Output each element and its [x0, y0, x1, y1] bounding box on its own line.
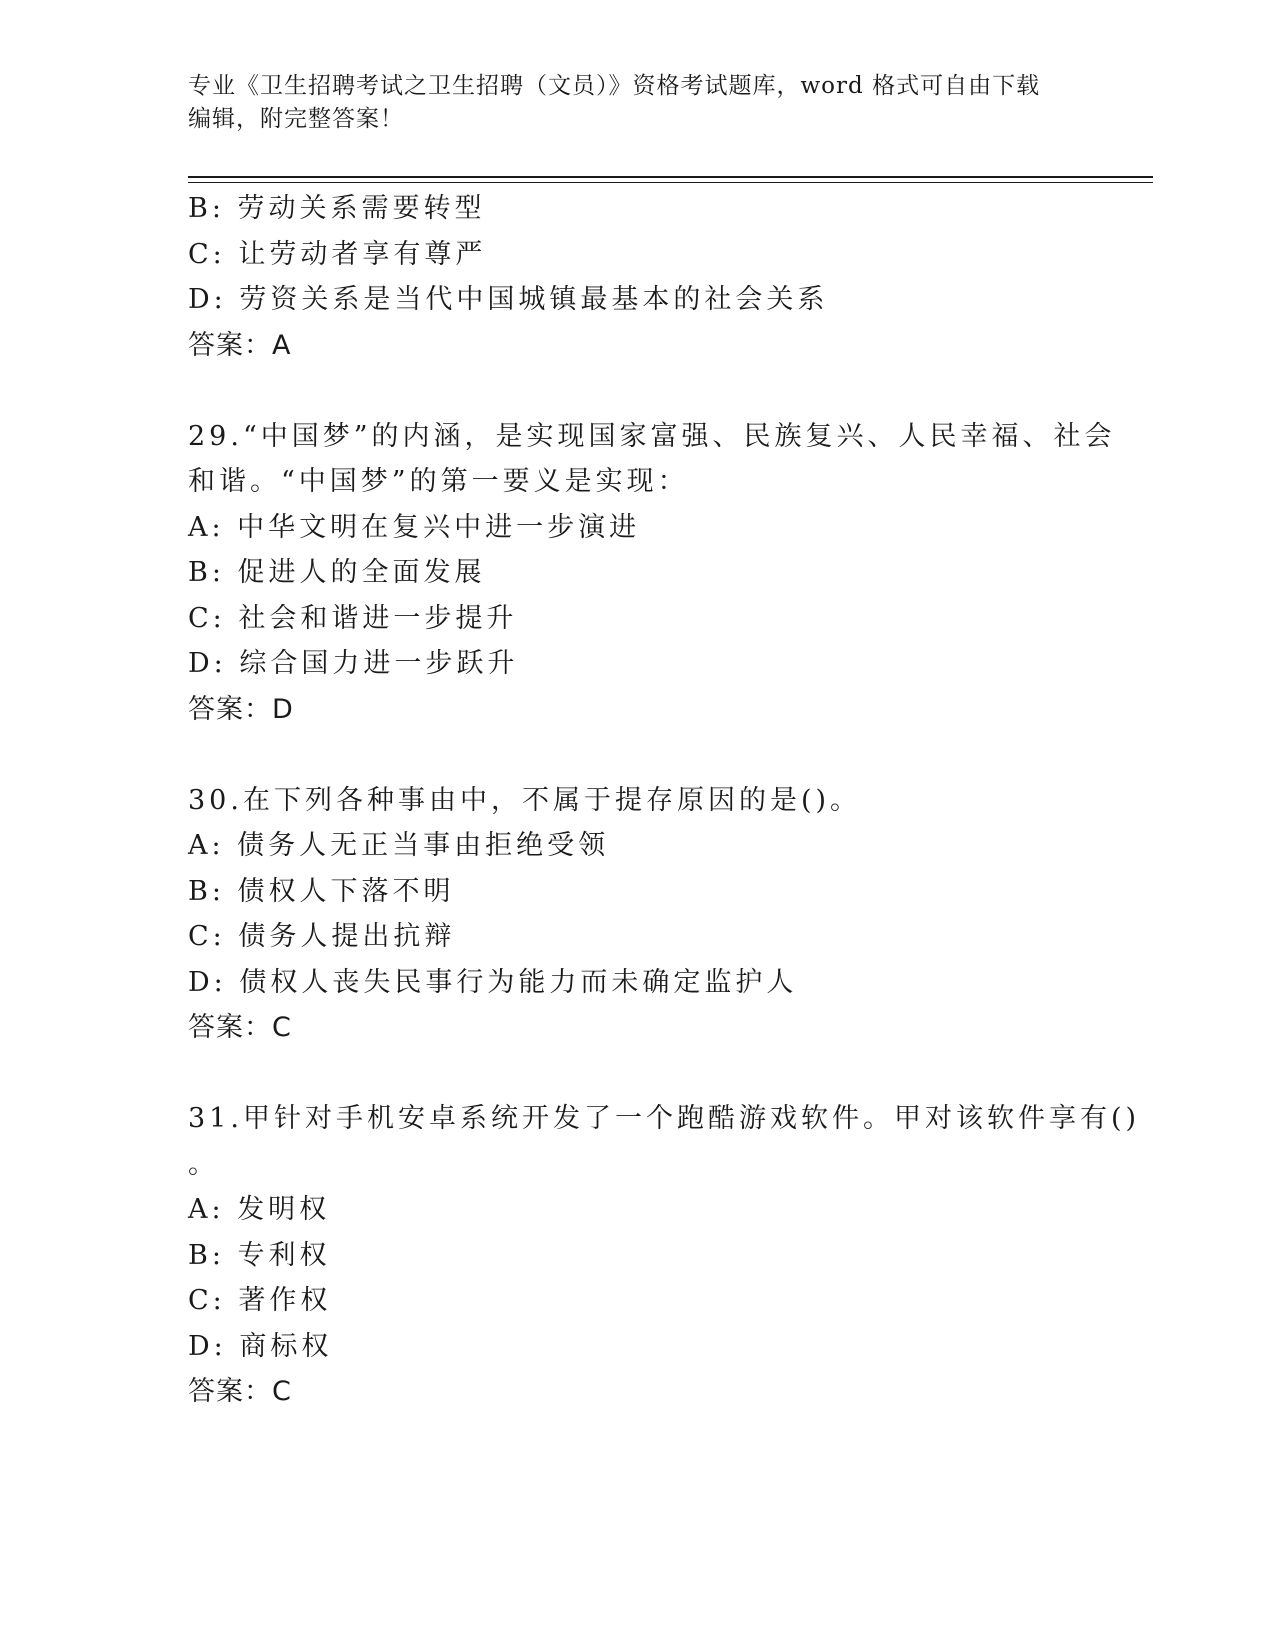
q29-option-c: C: 社会和谐进一步提升	[188, 602, 518, 634]
q30-option-a: A: 债务人无正当事由拒绝受领	[188, 830, 610, 861]
question-29	[188, 414, 1116, 733]
q31-option-c: C: 著作权	[188, 1285, 332, 1316]
q31-answer: 答案：C	[188, 1376, 292, 1407]
q28-option-d: D: 劳资关系是当代中国城镇最基本的社会关系	[188, 284, 829, 315]
q30-option-c: C: 债务人提出抗辩	[188, 921, 456, 952]
q31-option-a: A: 发明权	[188, 1194, 331, 1225]
question-31	[188, 1096, 1141, 1415]
header-title-line1: 专业《卫生招聘考试之卫生招聘（文员）》资格考试题库，word 格式可自由下载	[188, 73, 1041, 99]
spacer	[188, 368, 1088, 414]
document-header	[188, 70, 1068, 136]
q31-option-b: B: 专利权	[188, 1239, 331, 1271]
q29-answer: 答案：D	[188, 693, 294, 725]
q29-stem-line2: 和谐。“中国梦”的第一要义是实现：	[188, 466, 689, 497]
q28-answer: 答案：A	[188, 329, 292, 361]
q28-option-c: C: 让劳动者享有尊严	[188, 238, 487, 270]
q29-option-b: B: 促进人的全面发展	[188, 557, 486, 588]
q29-stem-line1: 29.“中国梦”的内涵，是实现国家富强、民族复兴、人民幸福、社会	[188, 420, 1116, 452]
q30-option-b: B: 债权人下落不明	[188, 875, 455, 907]
q30-option-d: D: 债权人丧失民事行为能力而未确定监护人	[188, 966, 798, 998]
q28-option-b: B: 劳动关系需要转型	[188, 193, 486, 224]
q30-stem: 30.在下列各种事由中，不属于提存原因的是()。	[188, 784, 862, 816]
header-divider-thin	[188, 182, 1153, 183]
q31-stem-line1: 31.甲针对手机安卓系统开发了一个跑酷游戏软件。甲对该软件享有()	[188, 1103, 1141, 1134]
q29-option-d: D: 综合国力进一步跃升	[188, 648, 519, 679]
spacer	[188, 1051, 1088, 1097]
question-28-tail	[188, 186, 1088, 368]
header-divider-thick	[188, 176, 1153, 178]
header-title-line2: 编辑，附完整答案！	[188, 106, 404, 132]
q31-option-d: D: 商标权	[188, 1330, 333, 1362]
q29-option-a: A: 中华文明在复兴中进一步演进	[188, 511, 641, 543]
spacer	[188, 732, 1088, 778]
q31-stem-line2: 。	[188, 1148, 219, 1180]
question-list	[188, 186, 1141, 1415]
q30-answer: 答案：C	[188, 1012, 292, 1043]
question-30	[188, 778, 1088, 1051]
